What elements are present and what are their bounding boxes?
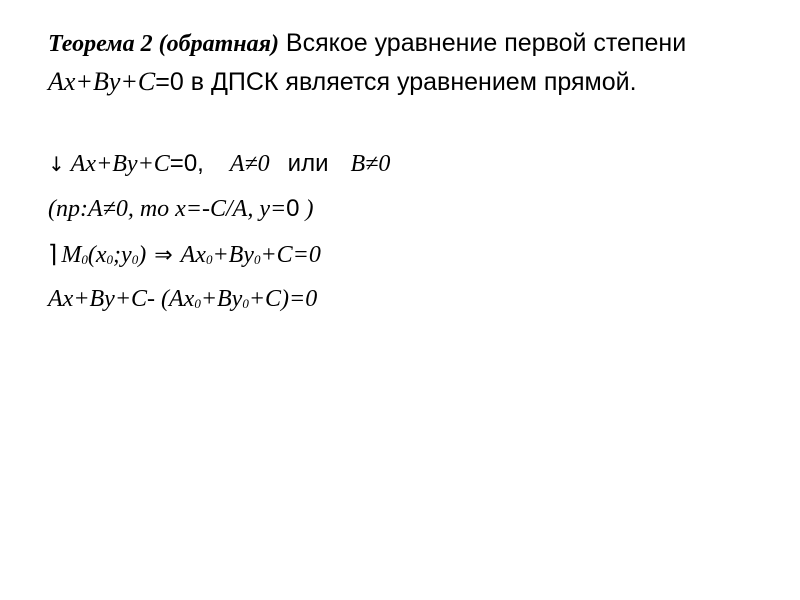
theorem-equation: Ax+By+C	[48, 67, 156, 96]
x-subscript: 0	[106, 252, 114, 267]
point-sep: ;y	[113, 242, 132, 268]
substituted-y-sub: 0	[253, 252, 261, 267]
down-arrow-icon: ↓	[48, 152, 65, 176]
y-subscript: 0	[131, 252, 139, 267]
substituted-a: Ax	[180, 242, 206, 268]
example-close: )	[299, 196, 314, 222]
equation-line-2	[48, 194, 768, 224]
example-text: (пр:A≠0, то x=-C/A, y=	[48, 196, 287, 222]
general-equation: Ax+By+C	[70, 151, 170, 177]
difference-y-sub: 0	[242, 296, 249, 311]
difference-x-sub: 0	[194, 296, 201, 311]
equation-line-4	[48, 284, 768, 314]
substituted-rest: +C=0	[260, 242, 321, 268]
point-open: (x	[87, 242, 107, 268]
substituted-b: +By	[212, 242, 254, 268]
difference-end: +C)=0	[248, 286, 318, 312]
theorem-heading: Теорема 2 (обратная)	[48, 31, 279, 57]
difference-start: Ax+By+C- (Ax	[48, 286, 195, 312]
condition-b: B≠0	[350, 151, 391, 177]
theorem-statement	[48, 24, 738, 101]
theorem-text: Всякое уравнение первой степени	[278, 29, 687, 57]
general-equation-tail: =0,	[169, 150, 204, 177]
difference-mid: +By	[200, 286, 243, 312]
point-subscript: 0	[81, 252, 88, 267]
or-word: или	[287, 150, 329, 177]
substituted-x-sub: 0	[205, 252, 213, 267]
condition-a: A≠0	[229, 151, 270, 177]
implies-arrow-icon: ⇒	[154, 243, 173, 268]
point-close: )	[138, 242, 147, 268]
example-zero: 0	[286, 195, 300, 222]
point-name: M	[61, 242, 82, 268]
theorem-text-rest: =0 в ДПСК является уравнением прямой.	[155, 68, 637, 96]
equation-line-1	[48, 149, 768, 179]
bracket-icon: ⌉	[48, 240, 58, 268]
equation-line-3	[48, 239, 768, 271]
